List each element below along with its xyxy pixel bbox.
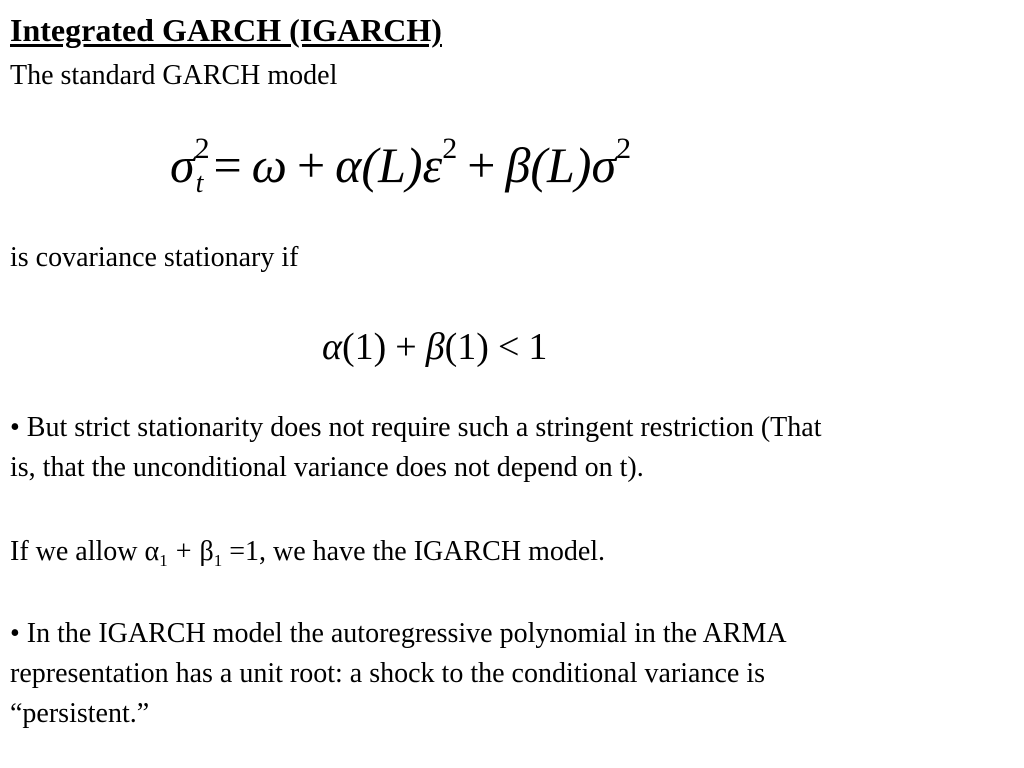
igarch-alpha-sub: 1 bbox=[159, 551, 168, 570]
igarch-condition-line bbox=[10, 532, 605, 572]
bullet-1-line-2: is, that the unconditional variance does not depend on t). bbox=[10, 452, 644, 483]
igarch-plus: + bbox=[175, 536, 192, 567]
eq-epsilon: ε bbox=[422, 137, 443, 193]
eq-plus-2: + bbox=[467, 137, 496, 193]
igarch-beta: β bbox=[199, 536, 214, 567]
igarch-suffix: =1, we have the IGARCH model. bbox=[229, 536, 606, 567]
eq-equals: = bbox=[213, 137, 242, 193]
intro-text: The standard GARCH model bbox=[10, 60, 338, 91]
cond-alpha-arg: (1) bbox=[341, 326, 387, 368]
bullet-2-line-2: representation has a unit root: a shock to the conditional variance is bbox=[10, 658, 765, 689]
igarch-prefix: If we allow α bbox=[10, 536, 160, 567]
cond-plus: + bbox=[395, 326, 417, 368]
eq-plus-1: + bbox=[296, 137, 326, 193]
eq-sigma-rhs: σ bbox=[591, 137, 617, 193]
slide-title: Integrated GARCH (IGARCH) bbox=[10, 12, 442, 48]
bullet-2-line-1: • In the IGARCH model the autoregressive polynomial in the ARMA bbox=[10, 618, 787, 649]
cond-beta: β bbox=[425, 326, 445, 368]
eq-sigma-rhs-sup: 2 bbox=[616, 132, 632, 165]
eq-beta: β bbox=[505, 137, 531, 193]
eq-sigma-lhs-sub: t bbox=[195, 168, 204, 199]
eq-sigma-lhs-sup: 2 bbox=[194, 132, 210, 165]
garch-equation bbox=[170, 130, 631, 200]
condition-intro: is covariance stationary if bbox=[10, 242, 299, 273]
igarch-beta-sub: 1 bbox=[213, 551, 223, 570]
eq-epsilon-sup: 2 bbox=[442, 132, 458, 165]
eq-beta-arg: (L) bbox=[530, 137, 592, 193]
eq-alpha-arg: (L) bbox=[361, 137, 423, 193]
stationarity-condition bbox=[322, 322, 547, 372]
eq-alpha: α bbox=[335, 137, 362, 193]
cond-less-than: < bbox=[497, 326, 520, 368]
cond-beta-arg: (1) bbox=[444, 326, 489, 368]
bullet-1-line-1: • But strict stationarity does not require such a stringent restriction (That bbox=[10, 412, 822, 443]
eq-omega: ω bbox=[251, 137, 287, 193]
bullet-2-line-3: “persistent.” bbox=[10, 698, 150, 729]
cond-rhs: 1 bbox=[528, 326, 548, 368]
eq-sigma-lhs: σ bbox=[170, 137, 195, 193]
cond-alpha: α bbox=[322, 326, 342, 368]
